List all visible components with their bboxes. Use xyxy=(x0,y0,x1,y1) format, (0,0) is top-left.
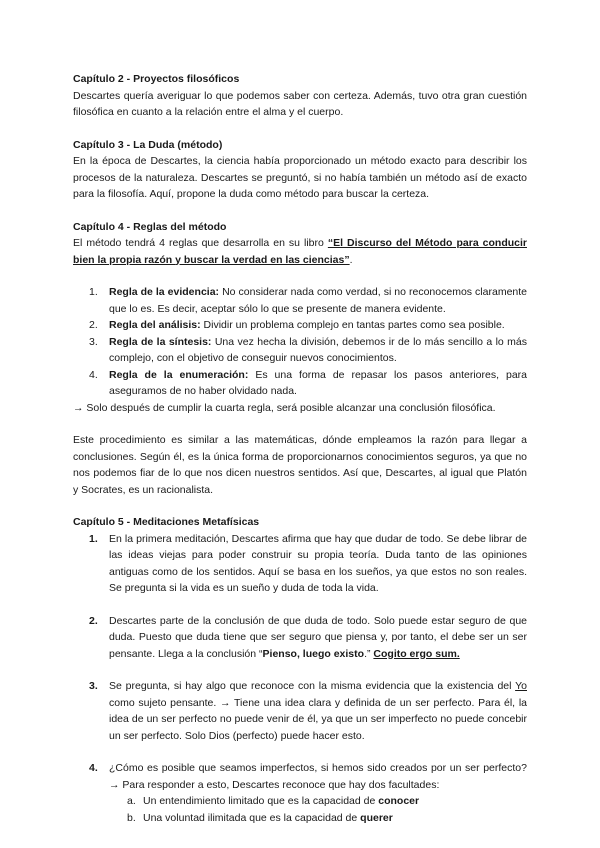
list-item: 2. Regla del análisis: Dividir un problema complejo en tantas partes como sea posible. xyxy=(89,319,505,331)
chapter-2-heading: Capítulo 2 - Proyectos filosóficos xyxy=(73,73,240,85)
document-body xyxy=(73,71,527,826)
book-title: “El Discurso del Método para conducir bien la propia razón y buscar la verdad en las ciencias” xyxy=(73,237,527,266)
chapter-5-heading: Capítulo 5 - Meditaciones Metafísicas xyxy=(73,516,260,528)
list-item: 1. En la primera meditación, Descartes afirma que hay que dudar de todo. Se debe librar de las ideas viejas para poder construir su propia teoría. Duda tanto de las opiniones antiguas como de los sentidos. Aquí se basa en los sueños, ya que estos no son reales. Se pregunta si la vida es un sueño y duda de toda la vida. xyxy=(89,532,527,594)
list-item: 1. Regla de la evidencia: No considerar nada como verdad, si no reconocemos claramente que lo es. Es decir, aceptar sólo lo que se presente de manera evidente. xyxy=(89,286,527,315)
rules-list xyxy=(73,284,527,400)
list-item: 4. Regla de la enumeración: Es una forma de repasar los pasos anteriores, para aseguramos de no haber olvidado nada. xyxy=(89,368,527,397)
list-item: 4. ¿Cómo es posible que seamos imperfectos, si hemos sido creados por un ser perfecto? → Para responder a esto, Descartes reconoce que hay dos facultades: xyxy=(89,762,527,791)
sub-list-item: b. Una voluntad ilimitada que es la capacidad de querer xyxy=(127,811,393,824)
chapter-4-intro: El método tendrá 4 reglas que desarrolla en su libro “El Discurso del Método para conducir bien la propia razón y buscar la verdad en las ciencias”. xyxy=(73,237,527,266)
chapter-2-paragraph: Descartes quería averiguar lo que podemos saber con certeza. Además, tuvo otra gran cuestión filosófica en cuanto a la relación entre el alma y el cuerpo. xyxy=(73,89,527,118)
chapter-4-closing: Este procedimiento es similar a las matemáticas, dónde empleamos la razón para llegar a conclusiones. Según él, es la única forma de proporcionarnos conocimientos seguros, ya que no nos podemos fiar de lo que nos dicen nuestros sentidos. Así que, Descartes, al igual que Platón y Socrates, es un racionalista. xyxy=(73,434,527,496)
list-item: 3. Regla de la síntesis: Una vez hecha la división, debemos ir de lo más sencillo a lo más complejo, con el objetivo de conseguir nuevos conocimientos. xyxy=(89,335,527,364)
cogito-phrase: Cogito ergo sum. xyxy=(373,647,460,660)
chapter-3-paragraph: En la época de Descartes, la ciencia había proporcionado un método exacto para describir los procesos de la naturaleza. Descartes se preguntó, si no había también un método así de exacto para la filosofía. Aquí, propone la duda como método para buscar la certeza. xyxy=(73,155,527,200)
after-rules-note: → Solo después de cumplir la cuarta regla, será posible alcanzar una conclusión filosófica. xyxy=(73,401,496,414)
sub-list-item: a. Un entendimiento limitado que es la capacidad de conocer xyxy=(127,795,420,807)
list-item: 3. Se pregunta, si hay algo que reconoce con la misma evidencia que la existencia del Yo como sujeto pensante. → Tiene una idea clara y definida de un ser perfecto. Para él, la idea de un ser perfecto no puede venir de él, ya que un ser imperfecto no puede concebir un ser perfecto. Solo Dios (perfecto) puede hacer esto. xyxy=(89,680,527,742)
list-item: 2. Descartes parte de la conclusión de que duda de todo. Solo puede estar seguro de que duda. Puesto que duda tiene que ser seguro que piensa y, por tanto, el debe ser un ser pensante. Llega a la conclusión “Pienso, luego existo.” Cogito ergo sum. xyxy=(89,614,527,660)
meditations-list xyxy=(73,531,527,827)
chapter-3-heading: Capítulo 3 - La Duda (método) xyxy=(73,138,223,151)
chapter-4-heading: Capítulo 4 - Reglas del método xyxy=(73,220,227,233)
